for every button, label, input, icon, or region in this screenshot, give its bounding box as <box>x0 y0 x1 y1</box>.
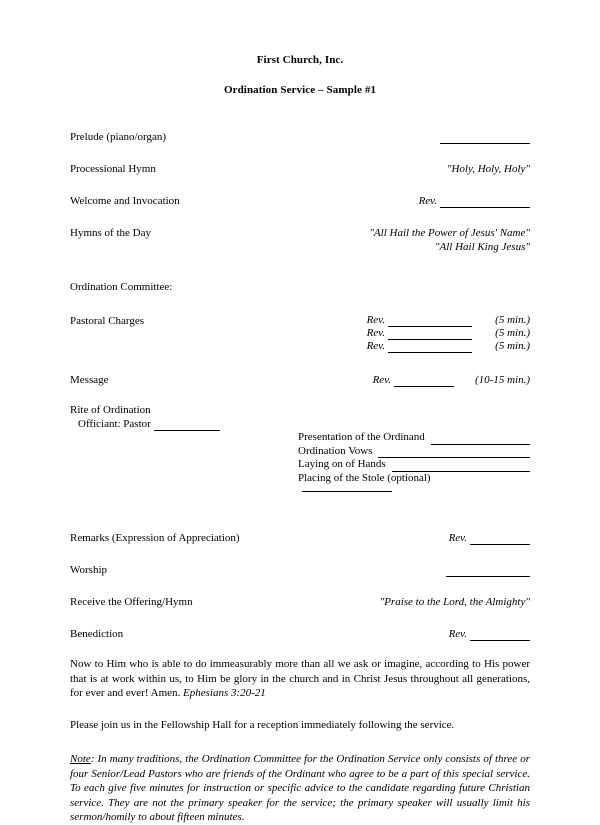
rite-items-list <box>298 431 530 485</box>
note-paragraph <box>70 752 530 825</box>
program-label: Pastoral Charges <box>70 315 145 327</box>
rite-of-ordination-block <box>70 403 530 523</box>
rite-item-nofill-spacer <box>437 475 530 485</box>
rev-label: Rev. <box>372 374 391 386</box>
program-label: Prelude (piano/organ) <box>70 131 167 143</box>
program-label: Benediction <box>70 628 124 640</box>
program-value <box>419 194 530 208</box>
program-row-benediction <box>70 627 530 641</box>
blank-rule[interactable] <box>388 329 472 340</box>
program-label: Message <box>70 374 109 386</box>
reception-paragraph: Please join us in the Fellowship Hall for a reception immediately following the service. <box>70 718 455 731</box>
pastoral-charges-lines <box>367 314 530 353</box>
program-label: Remarks (Expression of Appreciation) <box>70 532 240 544</box>
doxology-paragraph <box>70 657 530 701</box>
charge-line <box>367 314 530 327</box>
page-subtitle: Ordination Service – Sample #1 <box>223 84 377 96</box>
program-row-worship <box>70 563 530 577</box>
program-value <box>449 531 530 545</box>
note-label: Note <box>70 753 91 765</box>
blank-rule[interactable] <box>392 461 530 472</box>
rite-item-label: Placing of the Stole (optional) <box>298 471 431 484</box>
document-body <box>70 0 530 825</box>
message-duration: (10-15 min.) <box>475 374 530 386</box>
blank-rule[interactable] <box>302 491 392 492</box>
rite-item-label: Presentation of the Ordinand <box>298 431 425 443</box>
rite-item <box>298 445 530 459</box>
rev-label: Rev. <box>366 314 385 326</box>
rite-item <box>298 472 530 486</box>
blank-rule[interactable] <box>431 434 530 445</box>
blank-rule[interactable] <box>440 133 530 144</box>
blank-rule[interactable] <box>470 534 530 545</box>
program-row-remarks <box>70 531 530 545</box>
program-label: Processional Hymn <box>70 163 156 175</box>
blank-rule[interactable] <box>154 420 220 431</box>
program-row-prelude <box>70 130 530 144</box>
rev-label: Rev. <box>448 532 467 544</box>
program-row-hymns-of-the-day <box>70 226 530 254</box>
program-row-offering-hymn <box>70 595 530 609</box>
program-value <box>437 130 530 144</box>
page-title: First Church, Inc. <box>256 54 344 66</box>
program-row-welcome-invocation <box>70 194 530 208</box>
hymn-title-first: "All Hail the Power of Jesus' Name" <box>369 227 530 239</box>
rev-label: Rev. <box>448 628 467 640</box>
rite-item <box>298 458 530 472</box>
rite-officiant <box>70 417 530 431</box>
program-value: "Praise to the Lord, the Almighty" <box>379 596 530 608</box>
rev-label: Rev. <box>366 327 385 339</box>
charge-duration: (5 min.) <box>495 314 530 326</box>
officiant-label: Officiant: Pastor <box>78 418 151 430</box>
charge-line <box>367 340 530 353</box>
rev-label: Rev. <box>366 340 385 352</box>
program-value <box>443 563 530 577</box>
program-row-processional-hymn <box>70 162 530 176</box>
hymn-title-second: "All Hail King Jesus" <box>434 241 530 253</box>
ordination-committee-heading: Ordination Committee: <box>70 281 173 293</box>
charge-duration: (5 min.) <box>495 327 530 339</box>
program-list <box>70 130 530 641</box>
rite-item-label: Ordination Vows <box>298 444 373 457</box>
doxology-text: Now to Him who is able to do immeasurably more than all we ask or imagine, according to His power that is at work within us, to Him be glory in the church and in Christ Jesus throughout all generations, for ever and ever! Amen. <box>70 658 530 699</box>
rev-label: Rev. <box>418 195 437 207</box>
program-label: Welcome and Invocation <box>70 195 180 207</box>
program-row-pastoral-charges <box>70 314 530 353</box>
note-separator: : <box>90 753 98 765</box>
charge-line <box>367 327 530 340</box>
charge-duration: (5 min.) <box>495 340 530 352</box>
blank-rule[interactable] <box>394 376 454 387</box>
program-label: Receive the Offering/Hymn <box>70 596 193 608</box>
program-value <box>449 627 530 641</box>
scripture-citation: Ephesians 3:20-21 <box>183 687 266 699</box>
blank-rule[interactable] <box>388 342 472 353</box>
program-value <box>369 226 530 254</box>
program-label: Hymns of the Day <box>70 227 151 239</box>
blank-rule[interactable] <box>446 566 530 577</box>
program-value: "Holy, Holy, Holy" <box>446 163 530 175</box>
blank-rule[interactable] <box>378 447 530 458</box>
rite-heading: Rite of Ordination <box>70 404 151 416</box>
blank-rule[interactable] <box>388 316 472 327</box>
rite-item <box>298 431 530 445</box>
rite-item-label: Laying on of Hands <box>298 458 386 470</box>
blank-rule[interactable] <box>470 630 530 641</box>
program-row-message <box>70 373 530 387</box>
program-value <box>373 373 530 387</box>
program-label: Worship <box>70 564 108 576</box>
note-text: In many traditions, the Ordination Committee for the Ordination Service only consists of three or four Senior/Lead Pastors who are friends of the Ordinant who agree to be a part of this special service. To each give five minutes for instruction or specific advice to the candidate regarding future Christian service. They are not the primary speaker for the service; the primary speaker will usually limit his sermon/homily to about fifteen minutes. <box>70 753 530 823</box>
blank-rule[interactable] <box>440 197 530 208</box>
